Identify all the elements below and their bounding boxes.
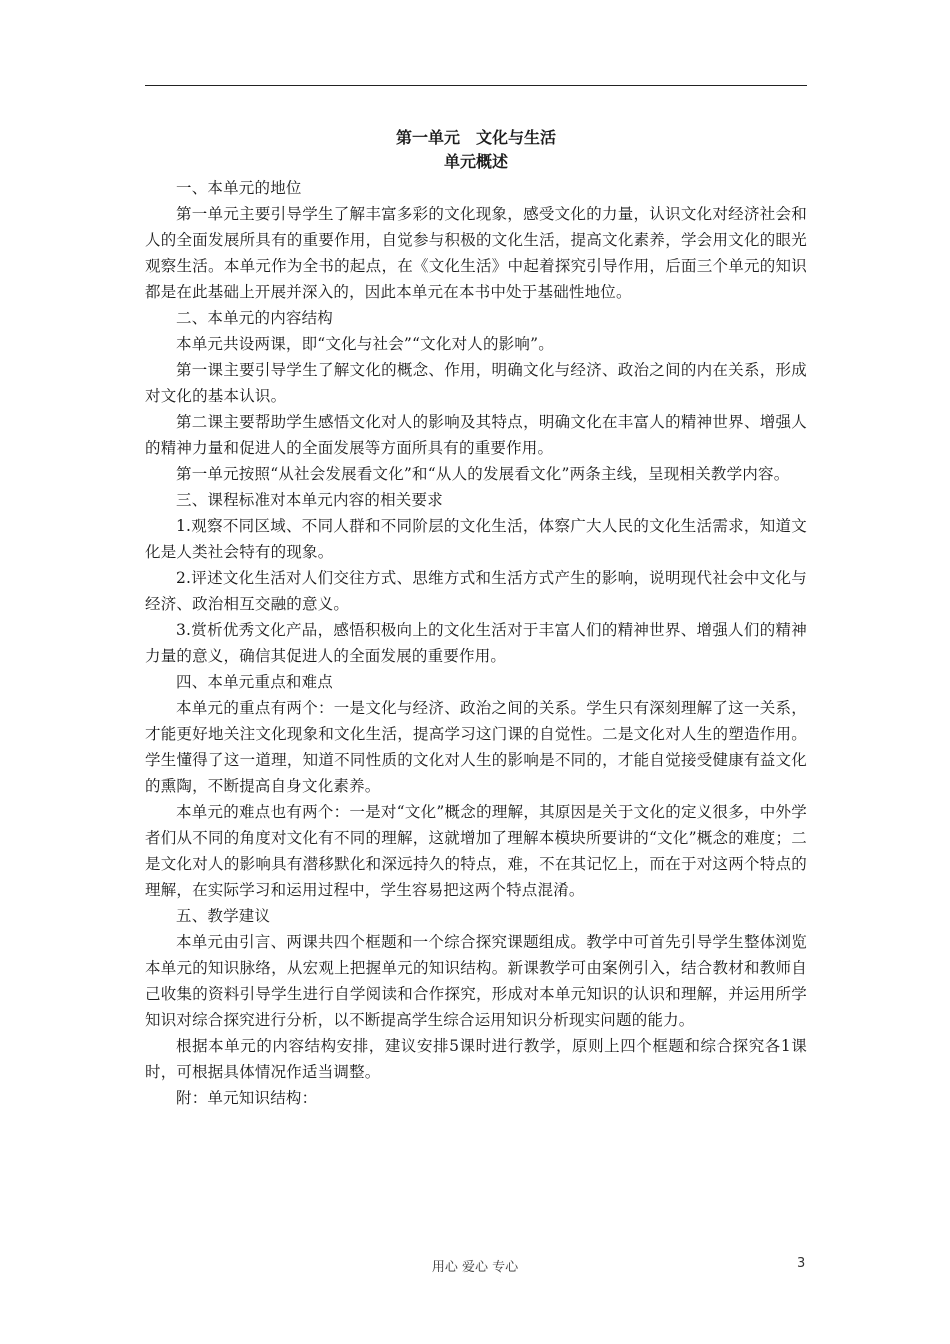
section-heading-structure: 二、本单元的内容结构 [176,309,334,327]
paragraph: 附：单元知识结构： [176,1089,318,1107]
document-subtitle: 单元概述 [443,152,508,171]
section-heading-suggestions: 五、教学建议 [176,907,271,925]
footer-text: 用心 爱心 专心 [431,1260,519,1275]
section-heading-position: 一、本单元的地位 [176,179,302,197]
paragraph: 本单元由引言、两课共四个框题和一个综合探究课题组成。教学中可首先引导学生整体浏览本单元的知识脉络，从宏观上把握单元的知识结构。新课教学可由案例引入，结合教材和教师自己收集的资料引导学生进行自学阅读和合作探究，形成对本单元知识的认识和理解，并运用所学知识对综合探究进行分析，以不断提高学生综合运用知识分析现实问题的能力。 [145,933,807,1029]
paragraph: 本单元共设两课，即“文化与社会”“文化对人的影响”。 [176,335,554,353]
paragraph: 本单元的重点有两个：一是文化与经济、政治之间的关系。学生只有深刻理解了这一关系，才能更好地关注文化现象和文化生活，提高学习这门课的自觉性。二是文化对人生的塑造作用。学生懂得了这一道理，知道不同性质的文化对人生的影响是不同的，才能自觉接受健康有益文化的熏陶，不断提高自身文化素养。 [145,699,807,795]
page-number: 3 [797,1256,806,1271]
paragraph: 第二课主要帮助学生感悟文化对人的影响及其特点，明确文化在丰富人的精神世界、增强人的精神力量和促进人的全面发展等方面所具有的重要作用。 [145,413,807,457]
paragraph: 第一课主要引导学生了解文化的概念、作用，明确文化与经济、政治之间的内在关系，形成对文化的基本认识。 [145,361,807,405]
document-body [145,175,807,1111]
paragraph: 第一单元按照“从社会发展看文化”和“从人的发展看文化”两条主线，呈现相关教学内容。 [176,465,790,483]
paragraph: 第一单元主要引导学生了解丰富多彩的文化现象，感受文化的力量，认识文化对经济社会和人的全面发展所具有的重要作用，自觉参与积极的文化生活，提高文化素养，学会用文化的眼光观察生活。本单元作为全书的起点，在《文化生活》中起着探究引导作用，后面三个单元的知识都是在此基础上开展并深入的，因此本单元在本书中处于基础性地位。 [145,205,807,301]
paragraph: 3.赏析优秀文化产品，感悟积极向上的文化生活对于丰富人们的精神世界、增强人们的精神力量的意义，确信其促进人的全面发展的重要作用。 [145,621,807,665]
paragraph: 本单元的难点也有两个：一是对“文化”概念的理解，其原因是关于文化的定义很多，中外学者们从不同的角度对文化有不同的理解，这就增加了理解本模块所要讲的“文化”概念的难度；二是文化对人的影响具有潜移默化和深远持久的特点，难，不在其记忆上，而在于对这两个特点的理解，在实际学习和运用过程中，学生容易把这两个特点混淆。 [145,803,807,899]
document-title: 第一单元 文化与生活 [395,128,556,147]
paragraph: 1.观察不同区域、不同人群和不同阶层的文化生活，体察广大人民的文化生活需求，知道文化是人类社会特有的现象。 [145,517,807,561]
paragraph: 根据本单元的内容结构安排，建议安排5课时进行教学，原则上四个框题和综合探究各1课时，可根据具体情况作适当调整。 [145,1037,807,1081]
section-heading-key-points: 四、本单元重点和难点 [176,673,334,691]
section-heading-standards: 三、课程标准对本单元内容的相关要求 [176,491,443,509]
header-rule [145,85,807,86]
title-block [145,126,807,174]
paragraph: 2.评述文化生活对人们交往方式、思维方式和生活方式产生的影响，说明现代社会中文化与经济、政治相互交融的意义。 [145,569,807,613]
